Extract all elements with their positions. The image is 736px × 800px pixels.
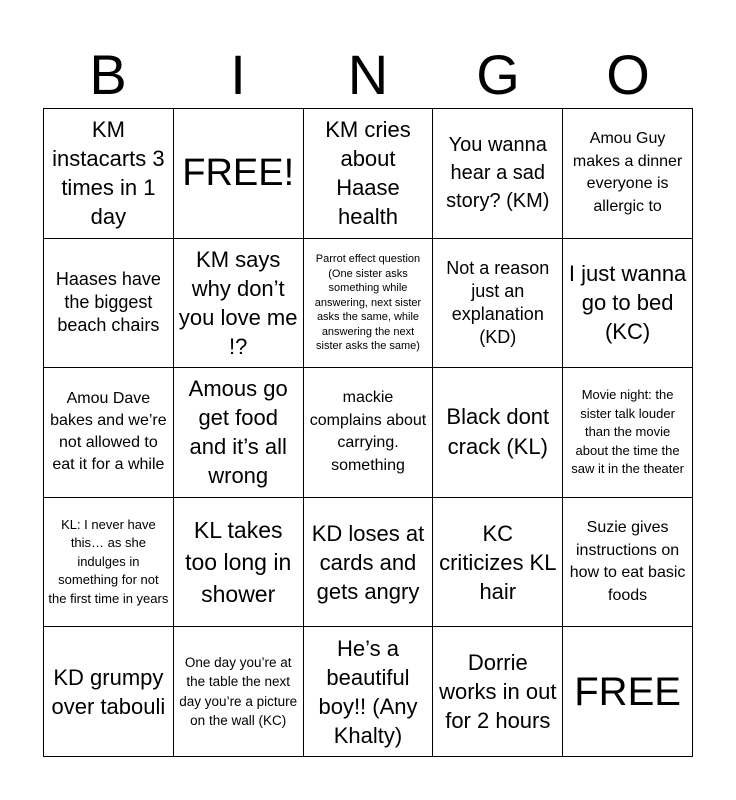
bingo-cell[interactable] — [304, 109, 434, 239]
header-letter-n: N — [347, 43, 389, 106]
cell-text: KL: I never have this… as she indulges in something for not the first time in years — [48, 516, 169, 606]
cell-text: Amou Guy makes a dinner everyone is allergic to — [572, 130, 683, 215]
header-letter-o: O — [606, 43, 650, 106]
cell-text: Amou Dave bakes and we’re not allowed to eat it for a while — [50, 390, 167, 474]
bingo-cell[interactable] — [433, 498, 563, 628]
cell-text: KD loses at cards and gets angry — [311, 520, 425, 604]
cell-text: He’s a beautiful boy!! (Any Khalty) — [318, 635, 418, 748]
bingo-cell[interactable] — [433, 239, 563, 369]
cell-text: KC criticizes KL hair — [439, 520, 557, 604]
cell-text: Suzie gives instructions on how to eat basic foods — [569, 519, 686, 604]
cell-text: Not a reason just an explanation (KD) — [446, 257, 550, 347]
cell-text: You wanna hear a sad story? (KM) — [446, 134, 550, 213]
header-letter-g: G — [476, 43, 520, 106]
cell-text: Black dont crack (KL) — [446, 404, 550, 460]
bingo-cell[interactable] — [433, 109, 563, 239]
bingo-cell[interactable] — [174, 368, 304, 498]
bingo-cell[interactable] — [304, 627, 434, 757]
cell-text: KM cries about Haase health — [325, 117, 411, 230]
cell-text: Haases have the biggest beach chairs — [55, 269, 161, 336]
bingo-cell[interactable] — [563, 368, 693, 498]
cell-text: Dorrie works in out for 2 hours — [439, 650, 557, 734]
bingo-cell[interactable] — [44, 109, 174, 239]
cell-text: mackie complains about carrying. something — [309, 389, 427, 474]
free-cell[interactable] — [174, 109, 304, 239]
cell-text: Parrot effect question (One sister asks something while answering, next sister asks the same, while answering the next sister asks the same) — [314, 253, 422, 353]
header-letter-b: B — [89, 43, 127, 106]
free-cell[interactable] — [563, 627, 693, 757]
cell-text: KL takes too long in shower — [185, 517, 292, 608]
cell-text: KM says why don’t you love me !? — [178, 246, 298, 359]
cell-text: I just wanna go to bed (KC) — [568, 261, 687, 345]
bingo-cell[interactable] — [44, 498, 174, 628]
cell-text: Movie night: the sister talk louder than the movie about the time the saw it in the theater — [571, 387, 684, 477]
bingo-cell[interactable] — [44, 627, 174, 757]
bingo-cell[interactable] — [174, 239, 304, 369]
cell-text: KM instacarts 3 times in 1 day — [52, 117, 165, 230]
cell-text: Amous go get food and it’s all wrong — [188, 376, 288, 489]
bingo-cell[interactable] — [433, 627, 563, 757]
cell-text: KD grumpy over tabouli — [51, 664, 166, 719]
cell-text: One day you’re at the table the next day you’re a picture on the wall (KC) — [179, 654, 298, 729]
cell-text: FREE! — [182, 152, 295, 195]
bingo-cell[interactable] — [563, 109, 693, 239]
bingo-cell[interactable] — [563, 498, 693, 628]
bingo-cell[interactable] — [44, 239, 174, 369]
cell-text: FREE — [574, 669, 681, 714]
bingo-cell[interactable] — [174, 627, 304, 757]
bingo-header — [43, 44, 693, 106]
bingo-card — [43, 108, 693, 757]
bingo-cell[interactable] — [304, 498, 434, 628]
bingo-cell[interactable] — [304, 368, 434, 498]
header-letter-i: I — [230, 43, 246, 106]
bingo-cell[interactable] — [433, 368, 563, 498]
bingo-cell[interactable] — [304, 239, 434, 369]
bingo-cell[interactable] — [44, 368, 174, 498]
bingo-cell[interactable] — [174, 498, 304, 628]
bingo-cell[interactable] — [563, 239, 693, 369]
